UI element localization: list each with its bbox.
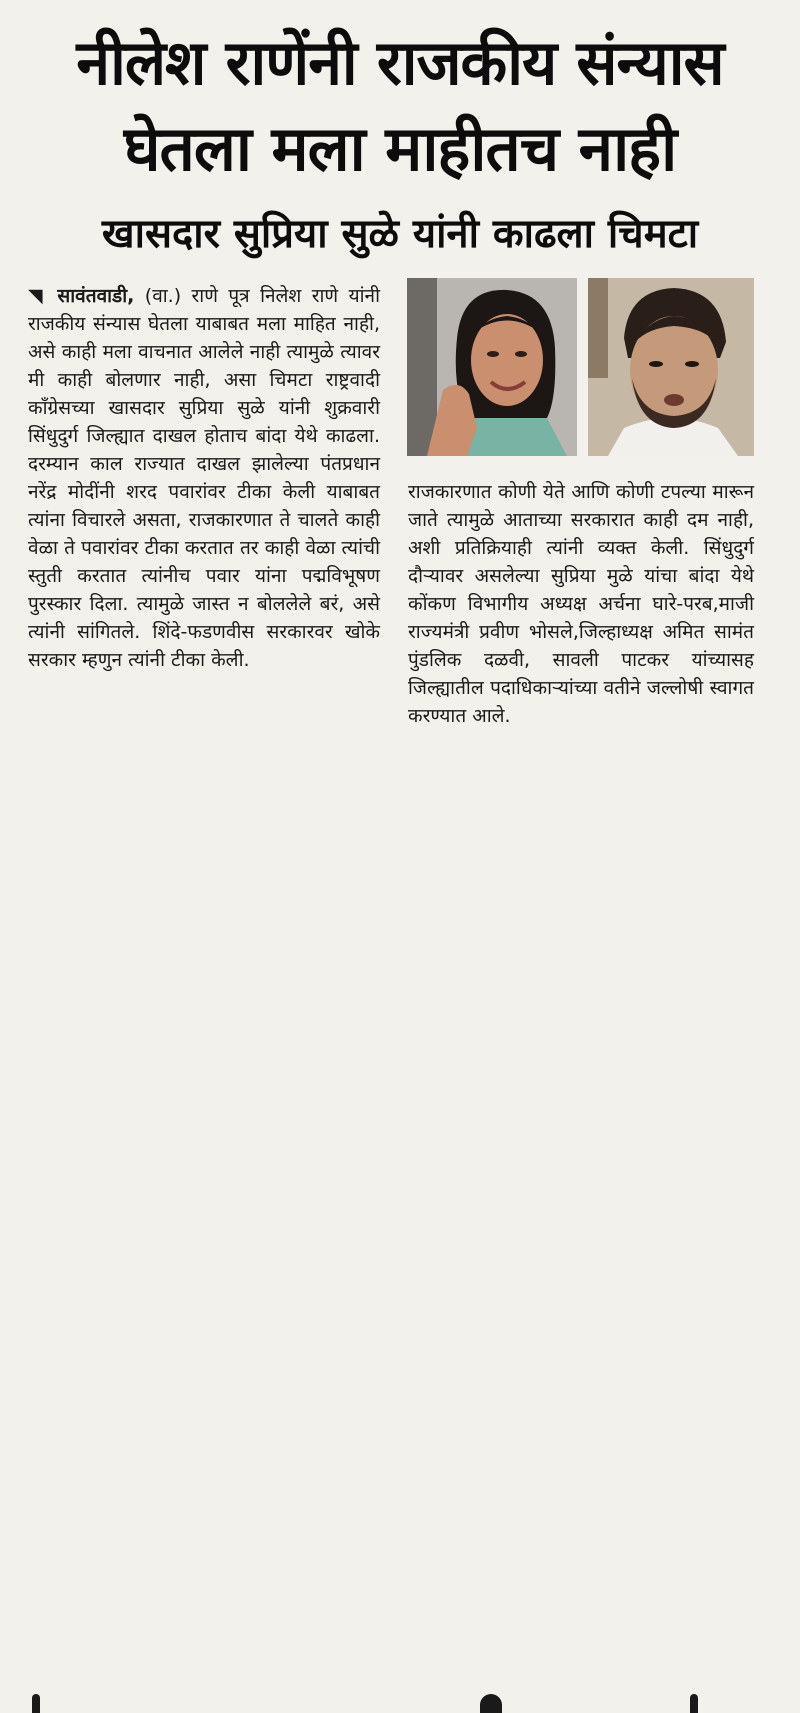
- woman-portrait-illustration: [407, 278, 577, 456]
- dateline-marker-icon: ◥: [28, 285, 47, 307]
- next-article-fragment: [0, 846, 800, 867]
- headline-line-1: नीलेश राणेंनी राजकीय संन्यास: [76, 26, 724, 99]
- headline-line-2: घेतला मला माहीतच नाही: [123, 112, 677, 185]
- man-portrait-illustration: [588, 278, 754, 456]
- photo-man-portrait: [588, 278, 754, 456]
- article-left-text: (वा.) राणे पूत्र निलेश राणे यांनी राजकीय संन्यास घेतला याबाबत मला माहित नाही, असे काही मला वाचनात आलेले नाही त्यामुळे त्यावर मी काही बोलणार नाही, असा चिमटा राष्ट्रवादी काँग्रेसच्या खासदार सुप्रिया सुळे यांनी शुक्रवारी सिंधुदुर्ग जिल्ह्यात दाखल होताच बांदा येथे काढला. दरम्यान काल राज्यात दाखल झालेल्या पंतप्रधान नरेंद्र मोदींनी शरद पवारांवर टीका केली याबाबत त्यांना विचारले असता, राजकारणात ते चालते काही वेळा ते पवारांवर टीका करतात तर काही वेळा त्यांची स्तुती करतात त्यांनीच पवार यांना पद्मविभूषण पुरस्कार दिला. त्यामुळे जास्त न बोललेले बरं, असे त्यांनी सांगितले. शिंदे-फडणवीस सरकारवर खोके सरकार म्हणुन त्यांनी टीका केली.: [28, 285, 380, 671]
- subheadline: खासदार सुप्रिया सुळे यांनी काढला चिमटा: [101, 211, 699, 257]
- article-right-text: राजकारणात कोणी येते आणि कोणी टपल्या मारून जाते त्यामुळे आताच्या सरकारात काही दम नाही, अशी प्रतिक्रियाही त्यांनी व्यक्त केली. सिंधुदुर्ग दौऱ्यावर असलेल्या सुप्रिया मुळे यांचा बांदा येथे कोंकण विभागीय अध्यक्ष अर्चना घारे-परब,माजी राज्यमंत्री प्रवीण भोसले,जिल्हाध्यक्ष अमित सामंत पुंडलिक दळवी, सावली पाटकर यांच्यासह जिल्ह्यातील पदाधिकाऱ्यांच्या वतीने जल्लोषी स्वागत करण्यात आले.: [408, 481, 754, 727]
- glyph-fragment: [32, 1694, 40, 1713]
- article-right-column: [408, 478, 754, 730]
- glyph-fragment: [480, 1694, 502, 1713]
- photo-woman-portrait: [407, 278, 577, 456]
- dateline: सावंतवाडी,: [57, 285, 135, 307]
- glyph-fragment: [690, 1694, 698, 1713]
- article-left-column: [28, 282, 380, 674]
